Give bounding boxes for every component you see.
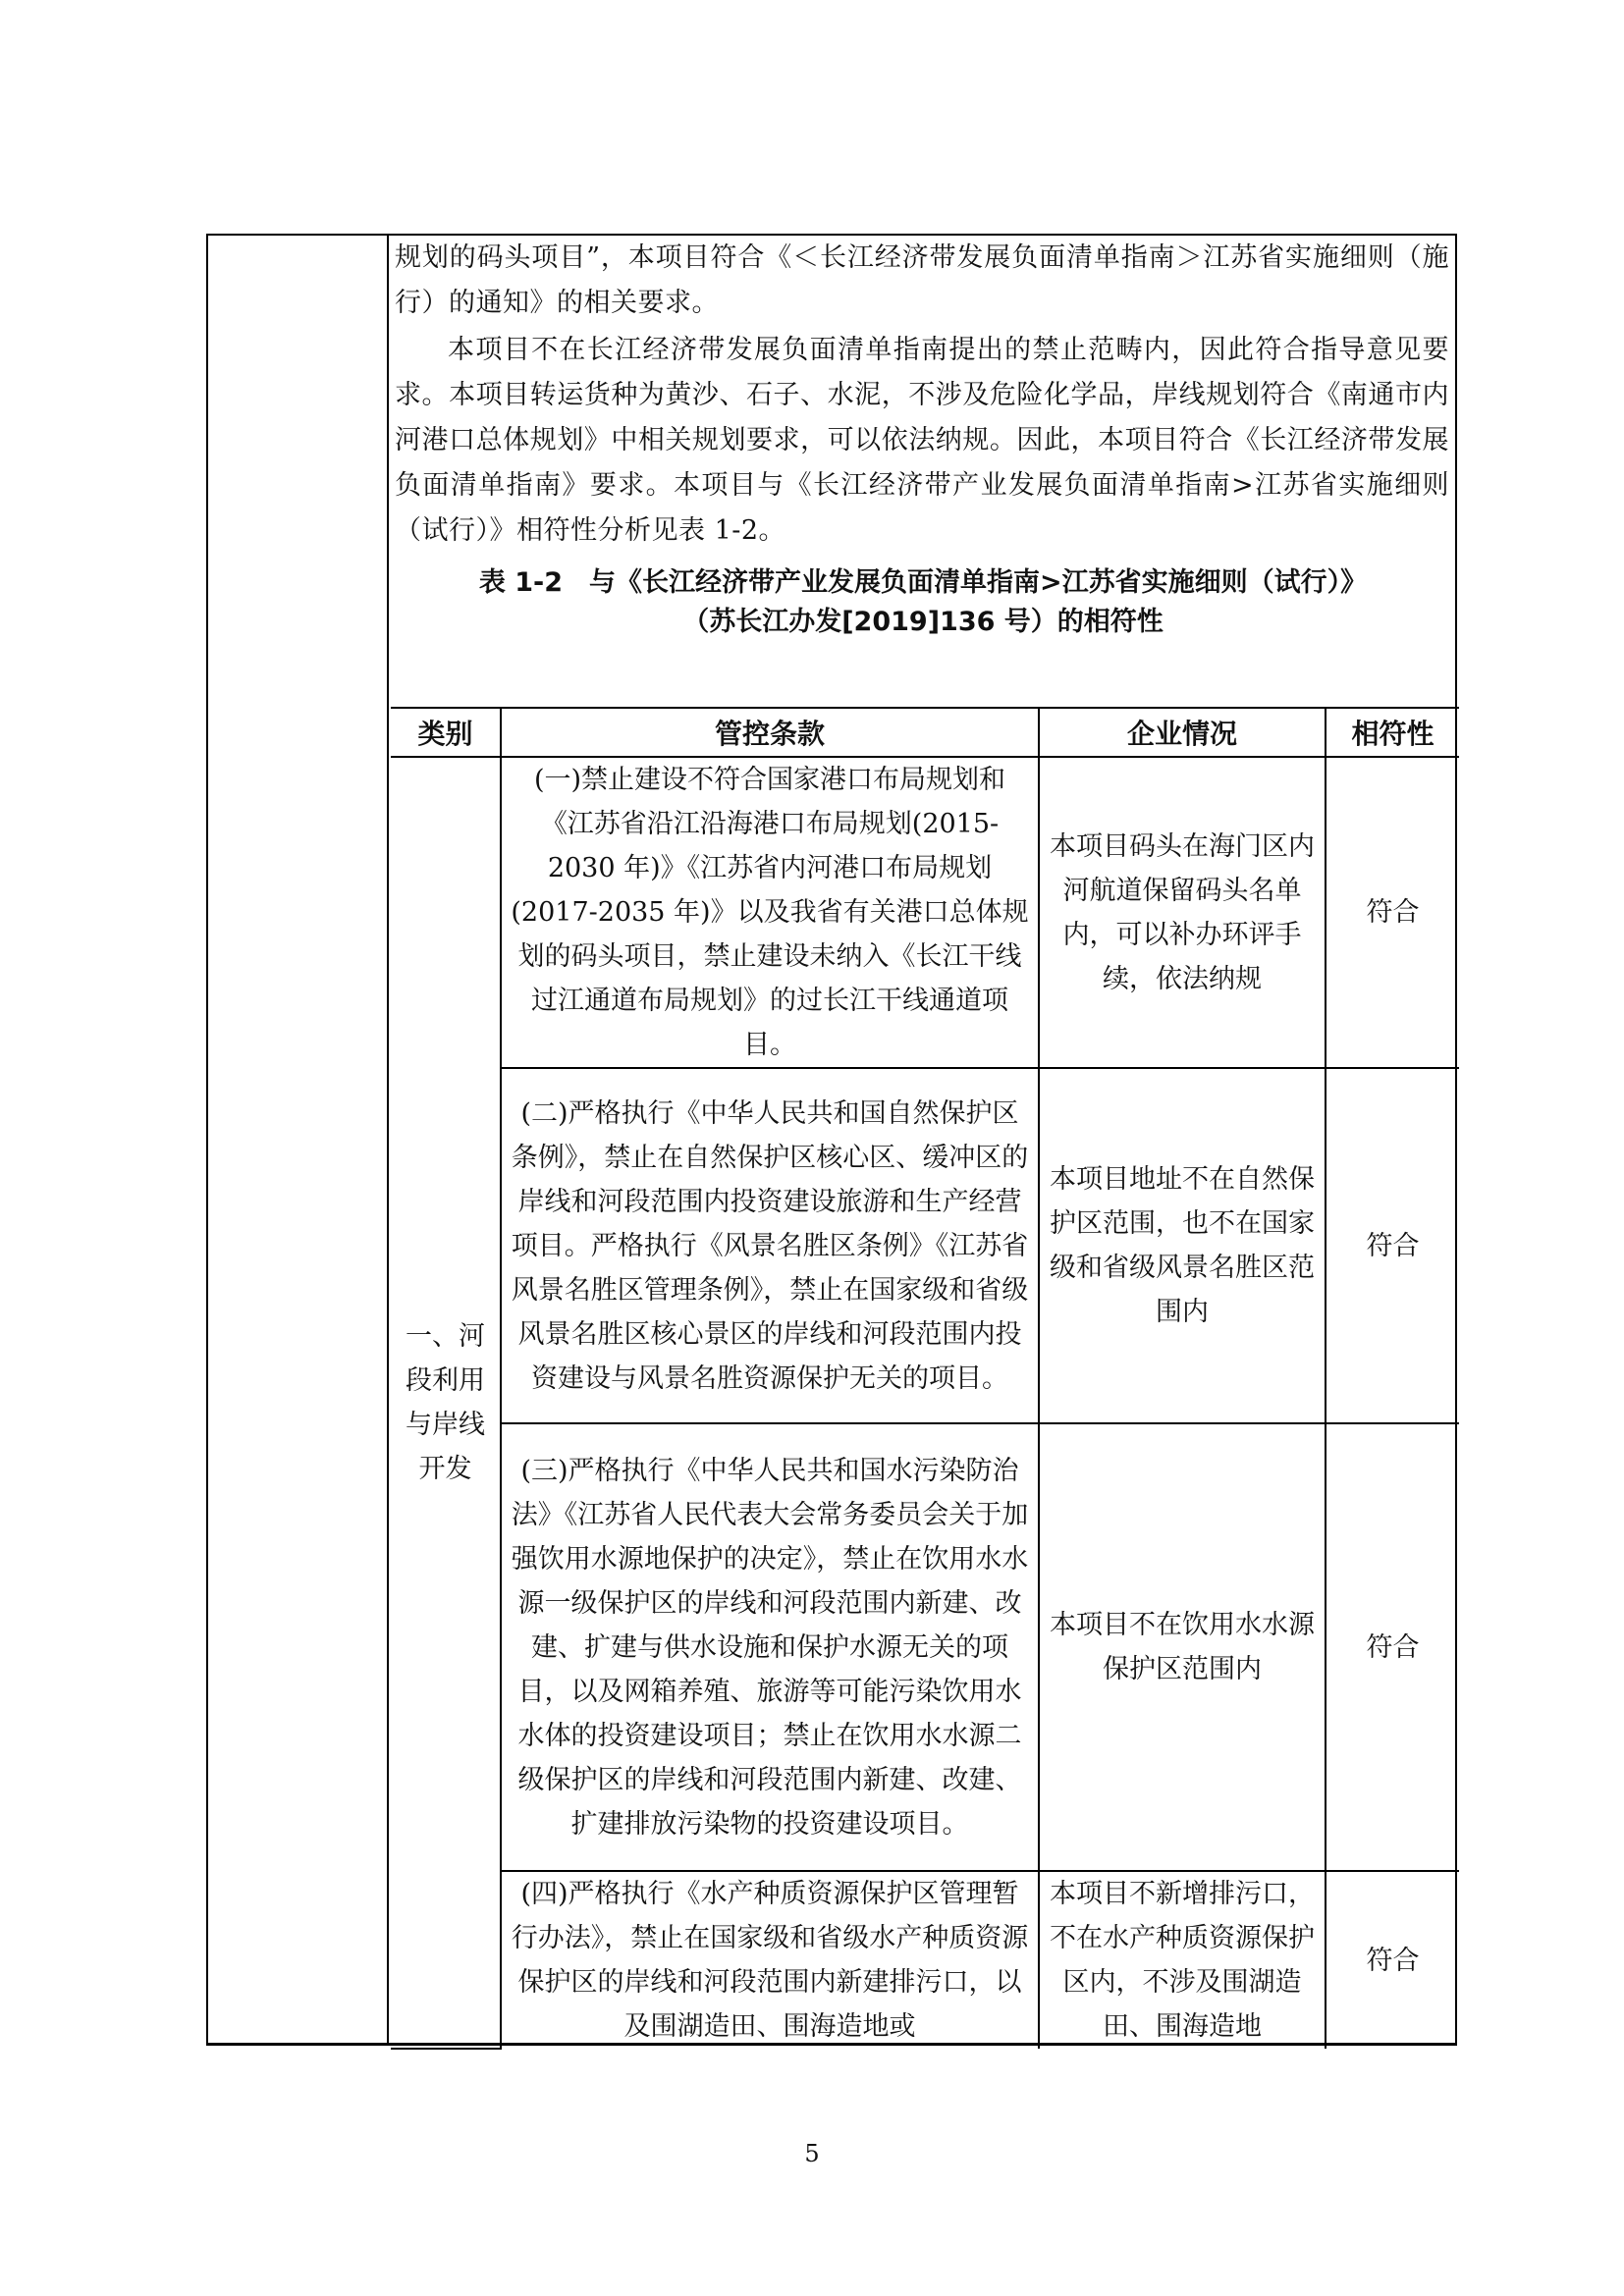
- status-cell: 本项目码头在海门区内河航道保留码头名单内，可以补办环评手续，依法纳规: [1039, 757, 1326, 1068]
- compliance-cell: 符合: [1326, 1423, 1459, 1871]
- table-caption-line-1: 表 1-2 与《长江经济带产业发展负面清单指南>江苏省实施细则（试行）》: [478, 567, 1368, 598]
- clause-cell: (四)严格执行《水产种质资源保护区管理暂行办法》，禁止在国家级和省级水产种质资源保护区的岸线和河段范围内新建排污口，以及围湖造田、围海造地或: [501, 1871, 1039, 2049]
- intro-paragraph-2: 本项目不在长江经济带发展负面清单指南提出的禁止范畴内，因此符合指导意见要求。本项目转运货种为黄沙、石子、水泥，不涉及危险化学品，岸线规划符合《南通市内河港口总体规划》中相关规划要求，可以依法纳规。因此，本项目符合《长江经济带发展负面清单指南》要求。本项目与《长江经济带产业发展负面清单指南>江苏省实施细则（试行）》相符性分析见表 1-2。: [395, 335, 1449, 546]
- left-blank-column: [208, 236, 389, 2043]
- header-category: 类别: [391, 708, 501, 757]
- table-caption-line-2: （苏长江办发[2019]136 号）的相符性: [682, 607, 1164, 637]
- category-cell: 一、河段利用与岸线开发: [391, 757, 501, 2049]
- table-row: [391, 1871, 1459, 2049]
- compliance-cell: 符合: [1326, 757, 1459, 1068]
- document-frame: [206, 234, 1457, 2046]
- table-row: [391, 757, 1459, 1068]
- table-row: [391, 1423, 1459, 1871]
- clause-cell: (三)严格执行《中华人民共和国水污染防治法》《江苏省人民代表大会常务委员会关于加强饮用水源地保护的决定》，禁止在饮用水水源一级保护区的岸线和河段范围内新建、改建、扩建与供水设施和保护水源无关的项目，以及网箱养殖、旅游等可能污染饮用水水体的投资建设项目；禁止在饮用水水源二级保护区的岸线和河段范围内新建、改建、扩建排放污染物的投资建设项目。: [501, 1423, 1039, 1871]
- intro-paragraph-1: 规划的码头项目”，本项目符合《＜长江经济带发展负面清单指南＞江苏省实施细则（施行）的通知》的相关要求。: [395, 242, 1449, 318]
- status-cell: 本项目不新增排污口，不在水产种质资源保护区内，不涉及围湖造田、围海造地: [1039, 1871, 1326, 2049]
- content-column: [391, 236, 1455, 2043]
- header-compliance: 相符性: [1326, 708, 1459, 757]
- table-caption: [391, 563, 1455, 642]
- status-cell: 本项目地址不在自然保护区范围，也不在国家级和省级风景名胜区范围内: [1039, 1068, 1326, 1423]
- clause-cell: (二)严格执行《中华人民共和国自然保护区条例》，禁止在自然保护区核心区、缓冲区的岸线和河段范围内投资建设旅游和生产经营项目。严格执行《风景名胜区条例》《江苏省风景名胜区管理条例》，禁止在国家级和省级风景名胜区核心景区的岸线和河段范围内投资建设与风景名胜资源保护无关的项目。: [501, 1068, 1039, 1423]
- table-row: [391, 1068, 1459, 1423]
- compliance-cell: 符合: [1326, 1068, 1459, 1423]
- table-header-row: [391, 708, 1459, 757]
- compliance-cell: 符合: [1326, 1871, 1459, 2049]
- header-status: 企业情况: [1039, 708, 1326, 757]
- header-clause: 管控条款: [501, 708, 1039, 757]
- compliance-table: [391, 707, 1459, 2050]
- page-number: 5: [804, 2140, 820, 2167]
- clause-cell: (一)禁止建设不符合国家港口布局规划和《江苏省沿江沿海港口布局规划(2015-2030 年)》《江苏省内河港口布局规划(2017-2035 年)》以及我省有关港口总体规划的码头项目，禁止建设未纳入《长江干线过江通道布局规划》的过长江干线通道项目。: [501, 757, 1039, 1068]
- status-cell: 本项目不在饮用水水源保护区范围内: [1039, 1423, 1326, 1871]
